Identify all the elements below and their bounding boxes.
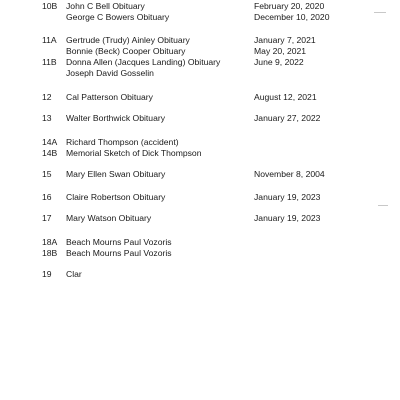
entry-number: 17 [42,213,52,223]
entry-title: Beach Mourns Paul Vozoris [66,237,172,247]
entry-number: 14B [42,148,58,158]
entry-number: 15 [42,169,52,179]
entry-title: Cal Patterson Obituary [66,92,153,102]
scan-mark [378,205,388,206]
entry-title: Bonnie (Beck) Cooper Obituary [66,46,186,56]
entry-number: 16 [42,192,52,202]
entry-date: January 19, 2023 [254,192,321,202]
entry-number: 10B [42,1,58,11]
list-item [0,67,400,79]
entry-title: Gertrude (Trudy) Ainley Obituary [66,35,190,45]
list-item [0,11,400,23]
entry-number: 11A [42,35,57,45]
entry-title: Memorial Sketch of Dick Thompson [66,148,202,158]
entry-title: John C Bell Obituary [66,1,145,11]
entry-number: 19 [42,269,52,279]
entry-number: 13 [42,113,52,123]
list-item [0,191,400,203]
list-item [0,268,400,280]
entry-date: January 19, 2023 [254,213,321,223]
entry-date: May 20, 2021 [254,46,307,56]
entry-title: Mary Watson Obituary [66,213,152,223]
list-item [0,147,400,159]
entry-number: 18A [42,237,58,247]
entry-number: 14A [42,137,58,147]
entry-date: August 12, 2021 [254,92,317,102]
entry-title: Walter Borthwick Obituary [66,113,166,123]
entry-number: 11B [42,57,57,67]
list-item [0,91,400,103]
entry-date: December 10, 2020 [254,12,330,22]
entry-date: June 9, 2022 [254,57,304,67]
list-item [0,168,400,180]
entry-number: 12 [42,92,52,102]
entry-date: January 27, 2022 [254,113,321,123]
entry-title: Richard Thompson (accident) [66,137,179,147]
entry-number: 18B [42,248,58,258]
entry-title: Beach Mourns Paul Vozoris [66,248,172,258]
list-item [0,247,400,259]
entry-date: February 20, 2020 [254,1,325,11]
entry-title: Clar [66,269,82,279]
entry-title: George C Bowers Obituary [66,12,170,22]
entry-date: January 7, 2021 [254,35,316,45]
entry-title: Mary Ellen Swan Obituary [66,169,166,179]
entry-title: Claire Robertson Obituary [66,192,166,202]
list-item [0,212,400,224]
entry-title: Joseph David Gosselin [66,68,154,78]
list-item [0,112,400,124]
entry-title: Donna Allen (Jacques Landing) Obituary [66,57,221,67]
entry-date: November 8, 2004 [254,169,325,179]
